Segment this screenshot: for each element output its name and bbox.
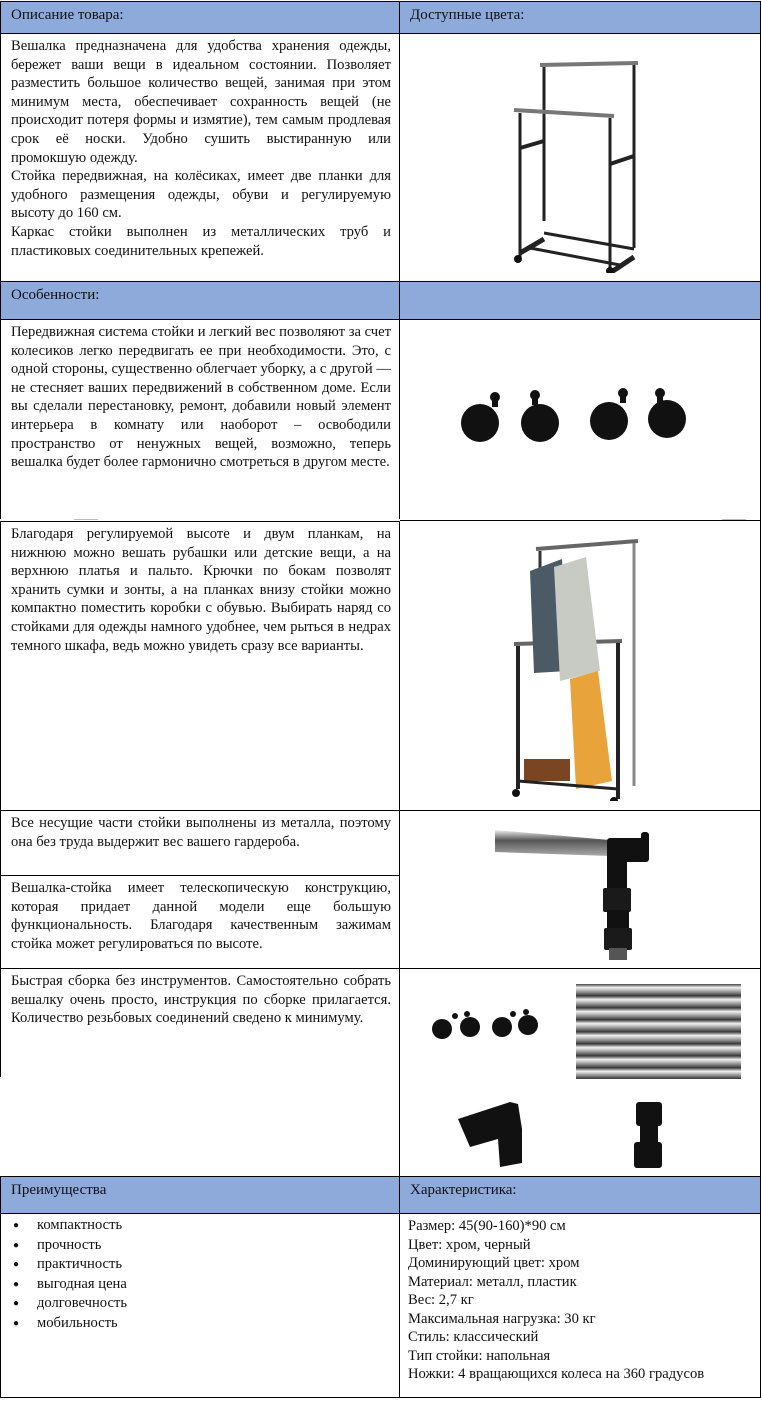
rack-clothes-image-cell — [400, 521, 761, 811]
assembly-parts-image — [400, 969, 761, 1176]
rack-image — [510, 43, 650, 273]
connector-image-cell — [400, 811, 761, 969]
feature-text: Благодаря регулируемой высоте и двум планкам, на нижнюю можно вешать рубашки или детские вещи, а на верхнюю платья и пальто. Крючки по бокам позволят хранить сумки и зонты, а на планках внизу стойки можно компактно поместить коробки с обувью. Выбирать наряд со стойками для одежды намного удобнее, чем рыться в недрах темного шкафа, ведь можно увидеть сразу все варианты. — [11, 526, 391, 654]
description-cell — [0, 34, 400, 282]
spec-color: Цвет: хром, черный — [408, 1236, 531, 1253]
feature-telescopic-cell — [0, 876, 400, 969]
description-paragraph: Стойка передвижная, на колёсиках, имеет две планки для удобного размещения одежды, обуви и регулируемую высоту до 160 см. — [11, 168, 391, 222]
rack-with-clothes-image — [510, 531, 650, 801]
features-header — [0, 281, 400, 320]
spec-material: Материал: металл, пластик — [408, 1273, 577, 1290]
spec-rack-type: Тип стойки: напольная — [408, 1347, 551, 1364]
advantages-header-label: Преимущества — [11, 1182, 107, 1198]
spec-size: Размер: 45(90-160)*90 см — [408, 1218, 566, 1234]
rack-image-cell — [400, 34, 761, 282]
feature-assembly-cell — [0, 969, 400, 1077]
parts-image-cell — [400, 969, 761, 1176]
advantages-list — [1, 1216, 399, 1333]
advantage-item: ● мобильность — [37, 1314, 399, 1334]
feature-text: Передвижная система стойки и легкий вес позволяют за счет колесиков легко передвигать ее при необходимости. Это, с одной стороны, существенно облегчает уборку, а с другой — не стесняет ваших передвижений в собственном доме. Если вы сделали перестановку, ремонт, добавили новый элемент интерьера в комнату или наоборот – освободили пространство от ненужных вещей, возможно, теперь вешалка будет более гармонично смотреться в другом месте. — [11, 324, 391, 471]
advantage-item: ● компактность — [37, 1216, 399, 1236]
spec-dominant-color: Доминирующий цвет: хром — [408, 1255, 580, 1271]
advantage-item: ● прочность — [37, 1236, 399, 1256]
divider — [722, 519, 746, 520]
feature-text: Все несущие части стойки выполнены из металла, поэтому она без труда выдержит вес вашего гардероба. — [11, 815, 391, 850]
feature-text: Вешалка-стойка имеет телескопическую конструкцию, которая придает данной модели еще большую функциональность. Благодаря качественным зажимам стойка может регулироваться по высоте. — [11, 880, 391, 952]
specs-header — [400, 1176, 761, 1214]
features-header-label: Особенности: — [11, 287, 100, 303]
description-paragraph: Вешалка предназначена для удобства хранения одежды, бережет ваши вещи в идеальном состоянии. Позволяет разместить большое количество вещей, занимая при этом минимум места, обеспечивает сохранность вещей (не происходит потеря формы и измятие), тем самым продлевая срок её носки. Удобно сушить выстиранную или промокшую одежду. — [11, 38, 391, 166]
advantage-item: ● долговечность — [37, 1294, 399, 1314]
spec-max-load: Максимальная нагрузка: 30 кг — [408, 1310, 596, 1327]
telescopic-connector-image — [495, 820, 665, 960]
colors-header — [400, 1, 761, 34]
spec-legs: Ножки: 4 вращающихся колеса на 360 градусов — [408, 1366, 705, 1382]
feature-mobility-cell — [0, 320, 400, 519]
spec-style: Стиль: классический — [408, 1329, 539, 1345]
colors-header-label: Доступные цвета: — [410, 7, 525, 23]
features-right-header — [400, 281, 761, 320]
advantages-header — [0, 1176, 400, 1214]
divider — [74, 519, 98, 520]
feature-height-cell — [0, 521, 400, 811]
description-header-label: Описание товара: — [11, 7, 124, 23]
description-header — [0, 1, 400, 34]
advantage-item: ● практичность — [37, 1255, 399, 1275]
advantage-item: ● выгодная цена — [37, 1275, 399, 1295]
wheels-image-cell — [400, 320, 761, 521]
wheels-image — [460, 385, 700, 455]
feature-text: Быстрая сборка без инструментов. Самостоятельно собрать вешалку очень просто, инструкция по сборке прилагается. Количество резьбовых соединений сведено к минимуму. — [11, 973, 391, 1027]
advantages-cell — [0, 1214, 400, 1398]
feature-metal-cell — [0, 811, 400, 876]
description-paragraph: Каркас стойки выполнен из металлических труб и пластиковых соединительных крепежей. — [11, 223, 391, 259]
spec-weight: Вес: 2,7 кг — [408, 1292, 474, 1308]
specs-cell — [400, 1214, 761, 1398]
specs-header-label: Характеристика: — [410, 1182, 517, 1198]
